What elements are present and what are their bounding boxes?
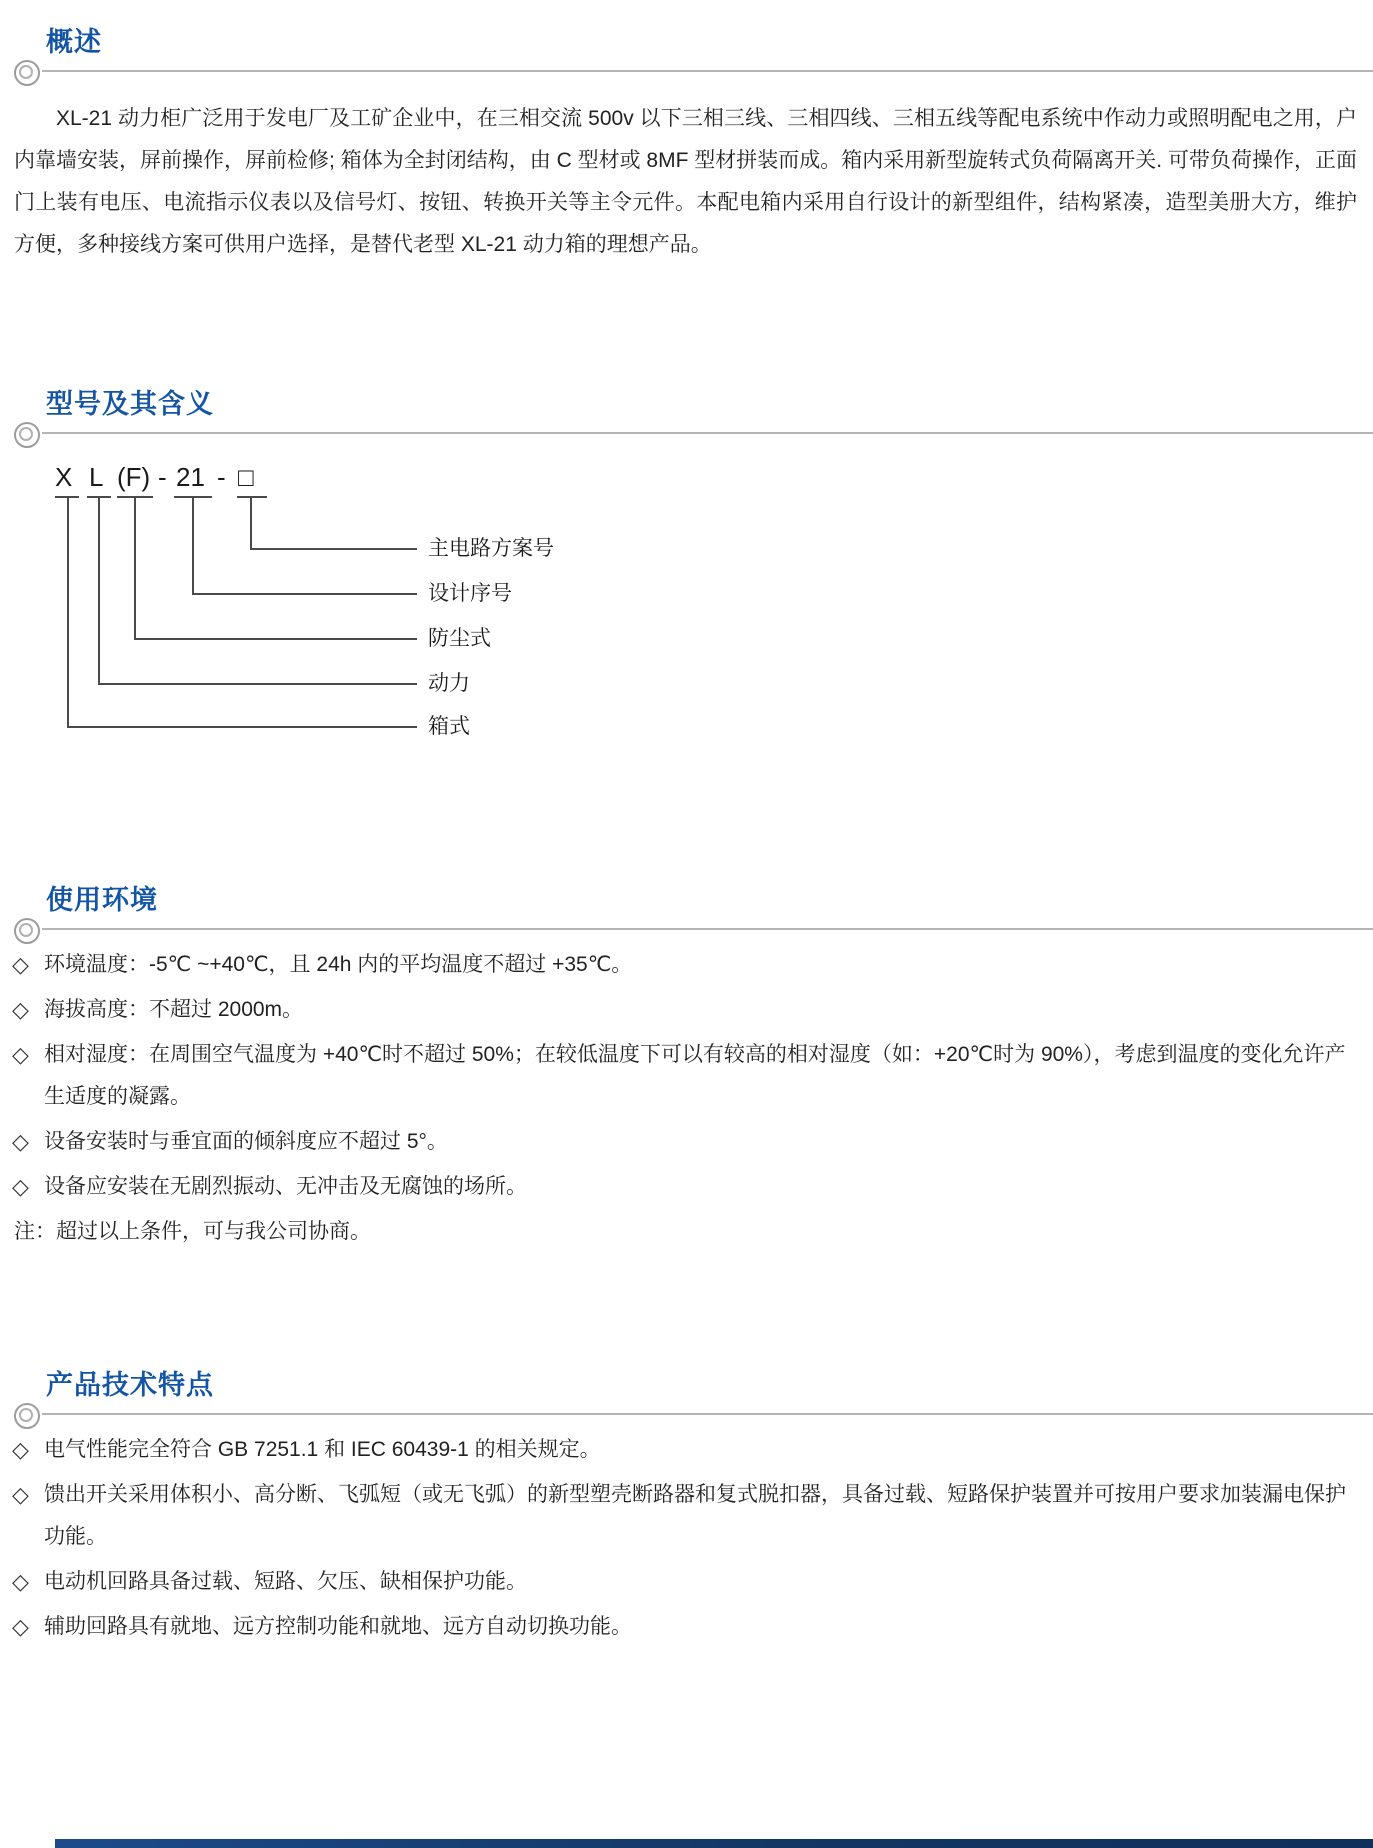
diamond-bullet-icon: ◇ <box>12 1042 29 1067</box>
list-item-text: 相对湿度：在周围空气温度为 +40℃时不超过 50%；在较低温度下可以有较高的相对湿度（如：+20℃时为 90%），考虑到温度的变化允许产生适度的凝露。 <box>44 1043 1346 1108</box>
connector-vertical-line <box>98 496 100 683</box>
list-item <box>0 1166 1357 1208</box>
list-item-text: 电气性能完全符合 GB 7251.1 和 IEC 60439-1 的相关规定。 <box>44 1438 601 1461</box>
model-designation-diagram <box>0 462 1373 762</box>
section-header-overview <box>0 26 1373 72</box>
list-item-text: 辅助回路具有就地、远方控制功能和就地、远方自动切换功能。 <box>44 1615 632 1638</box>
list-item-text: 设备安装时与垂宜面的倾斜度应不超过 5°。 <box>44 1130 448 1153</box>
section-title-model: 型号及其含义 <box>46 389 214 419</box>
diamond-bullet-icon: ◇ <box>12 1569 29 1594</box>
section-rule <box>42 928 1373 930</box>
diamond-bullet-icon: ◇ <box>12 1129 29 1154</box>
connector-horizontal-line <box>67 726 417 728</box>
model-code-l: L <box>89 462 104 492</box>
connector-vertical-line <box>192 496 194 593</box>
features-list <box>0 1429 1357 1648</box>
section-header-features <box>0 1369 1373 1415</box>
connector-vertical-line <box>67 496 69 726</box>
model-code-box: □ <box>238 462 254 492</box>
list-item <box>0 1034 1357 1118</box>
list-item <box>0 1429 1357 1471</box>
model-code-21: 21 <box>176 462 205 492</box>
spacer <box>0 762 1373 884</box>
diamond-bullet-icon: ◇ <box>12 997 29 1022</box>
model-label-box-type: 箱式 <box>428 715 470 738</box>
section-title-overview: 概述 <box>46 27 102 57</box>
diamond-bullet-icon: ◇ <box>12 1614 29 1639</box>
ring-icon <box>14 918 40 944</box>
diamond-bullet-icon: ◇ <box>12 1174 29 1199</box>
connector-horizontal-line <box>98 683 417 685</box>
environment-note: 注：超过以上条件，可与我公司协商。 <box>14 1220 371 1243</box>
connector-vertical-line <box>250 496 252 548</box>
diamond-bullet-icon: ◇ <box>12 952 29 977</box>
tick-line <box>237 496 267 498</box>
list-item-text: 设备应安装在无剧烈振动、无冲击及无腐蚀的场所。 <box>44 1175 527 1198</box>
list-item-text: 海拔高度：不超过 2000m。 <box>44 998 304 1021</box>
model-label-power: 动力 <box>428 672 470 695</box>
model-code-x: X <box>55 462 73 492</box>
list-item <box>0 1561 1357 1603</box>
section-rule <box>42 1413 1373 1415</box>
section-title-features: 产品技术特点 <box>46 1370 214 1400</box>
ring-icon <box>14 1403 40 1429</box>
connector-horizontal-line <box>134 638 417 640</box>
list-item-text: 馈出开关采用体积小、高分断、飞弧短（或无飞弧）的新型塑壳断路器和复式脱扣器，具备过载、短路保护装置并可按用户要求加装漏电保护功能。 <box>44 1483 1346 1548</box>
list-item <box>0 1474 1357 1558</box>
spacer <box>0 266 1373 388</box>
footer-accent-bar <box>55 1839 1373 1848</box>
environment-list <box>0 944 1357 1208</box>
ring-icon <box>14 422 40 448</box>
diamond-bullet-icon: ◇ <box>12 1482 29 1507</box>
connector-horizontal-line <box>192 593 417 595</box>
section-rule <box>42 432 1373 434</box>
model-label-dustproof: 防尘式 <box>428 627 491 650</box>
model-code-dash: - <box>217 462 226 492</box>
section-header-model <box>0 388 1373 434</box>
list-item-text: 电动机回路具备过载、短路、欠压、缺相保护功能。 <box>44 1570 527 1593</box>
section-title-environment: 使用环境 <box>46 885 158 915</box>
connector-vertical-line <box>134 496 136 638</box>
list-item <box>0 944 1357 986</box>
list-item <box>0 1121 1357 1163</box>
model-label-main-circuit: 主电路方案号 <box>428 537 554 560</box>
spacer <box>0 0 1373 26</box>
list-item <box>0 989 1357 1031</box>
ring-icon <box>14 60 40 86</box>
section-rule <box>42 70 1373 72</box>
connector-horizontal-line <box>250 548 417 550</box>
list-item-text: 环境温度：-5℃ ~+40℃，且 24h 内的平均温度不超过 +35℃。 <box>44 953 633 976</box>
spacer <box>0 1253 1373 1369</box>
model-label-design-serial: 设计序号 <box>428 582 512 605</box>
model-code-f: (F) <box>117 462 151 492</box>
list-item <box>0 1606 1357 1648</box>
model-code-dash: - <box>158 462 167 492</box>
diamond-bullet-icon: ◇ <box>12 1437 29 1462</box>
overview-paragraph: XL-21 动力柜广泛用于发电厂及工矿企业中，在三相交流 500v 以下三相三线、三相四线、三相五线等配电系统中作动力或照明配电之用，户内靠墙安装，屏前操作，屏前检修; 箱体为全封闭结构，由 C 型材或 8MF 型材拼装而成。箱内采用新型旋转式负荷隔离开关. 可带负荷操作，正面门上装有电压、电流指示仪表以及信号灯、按钮、转换开关等主令元件。本配电箱内采用自行设计的新型组件，结构紧凑，造型美册大方，维护方便，多种接线方案可供用户选择，是替代老型 XL-21 动力箱的理想产品。 <box>14 107 1357 256</box>
section-header-environment <box>0 884 1373 930</box>
